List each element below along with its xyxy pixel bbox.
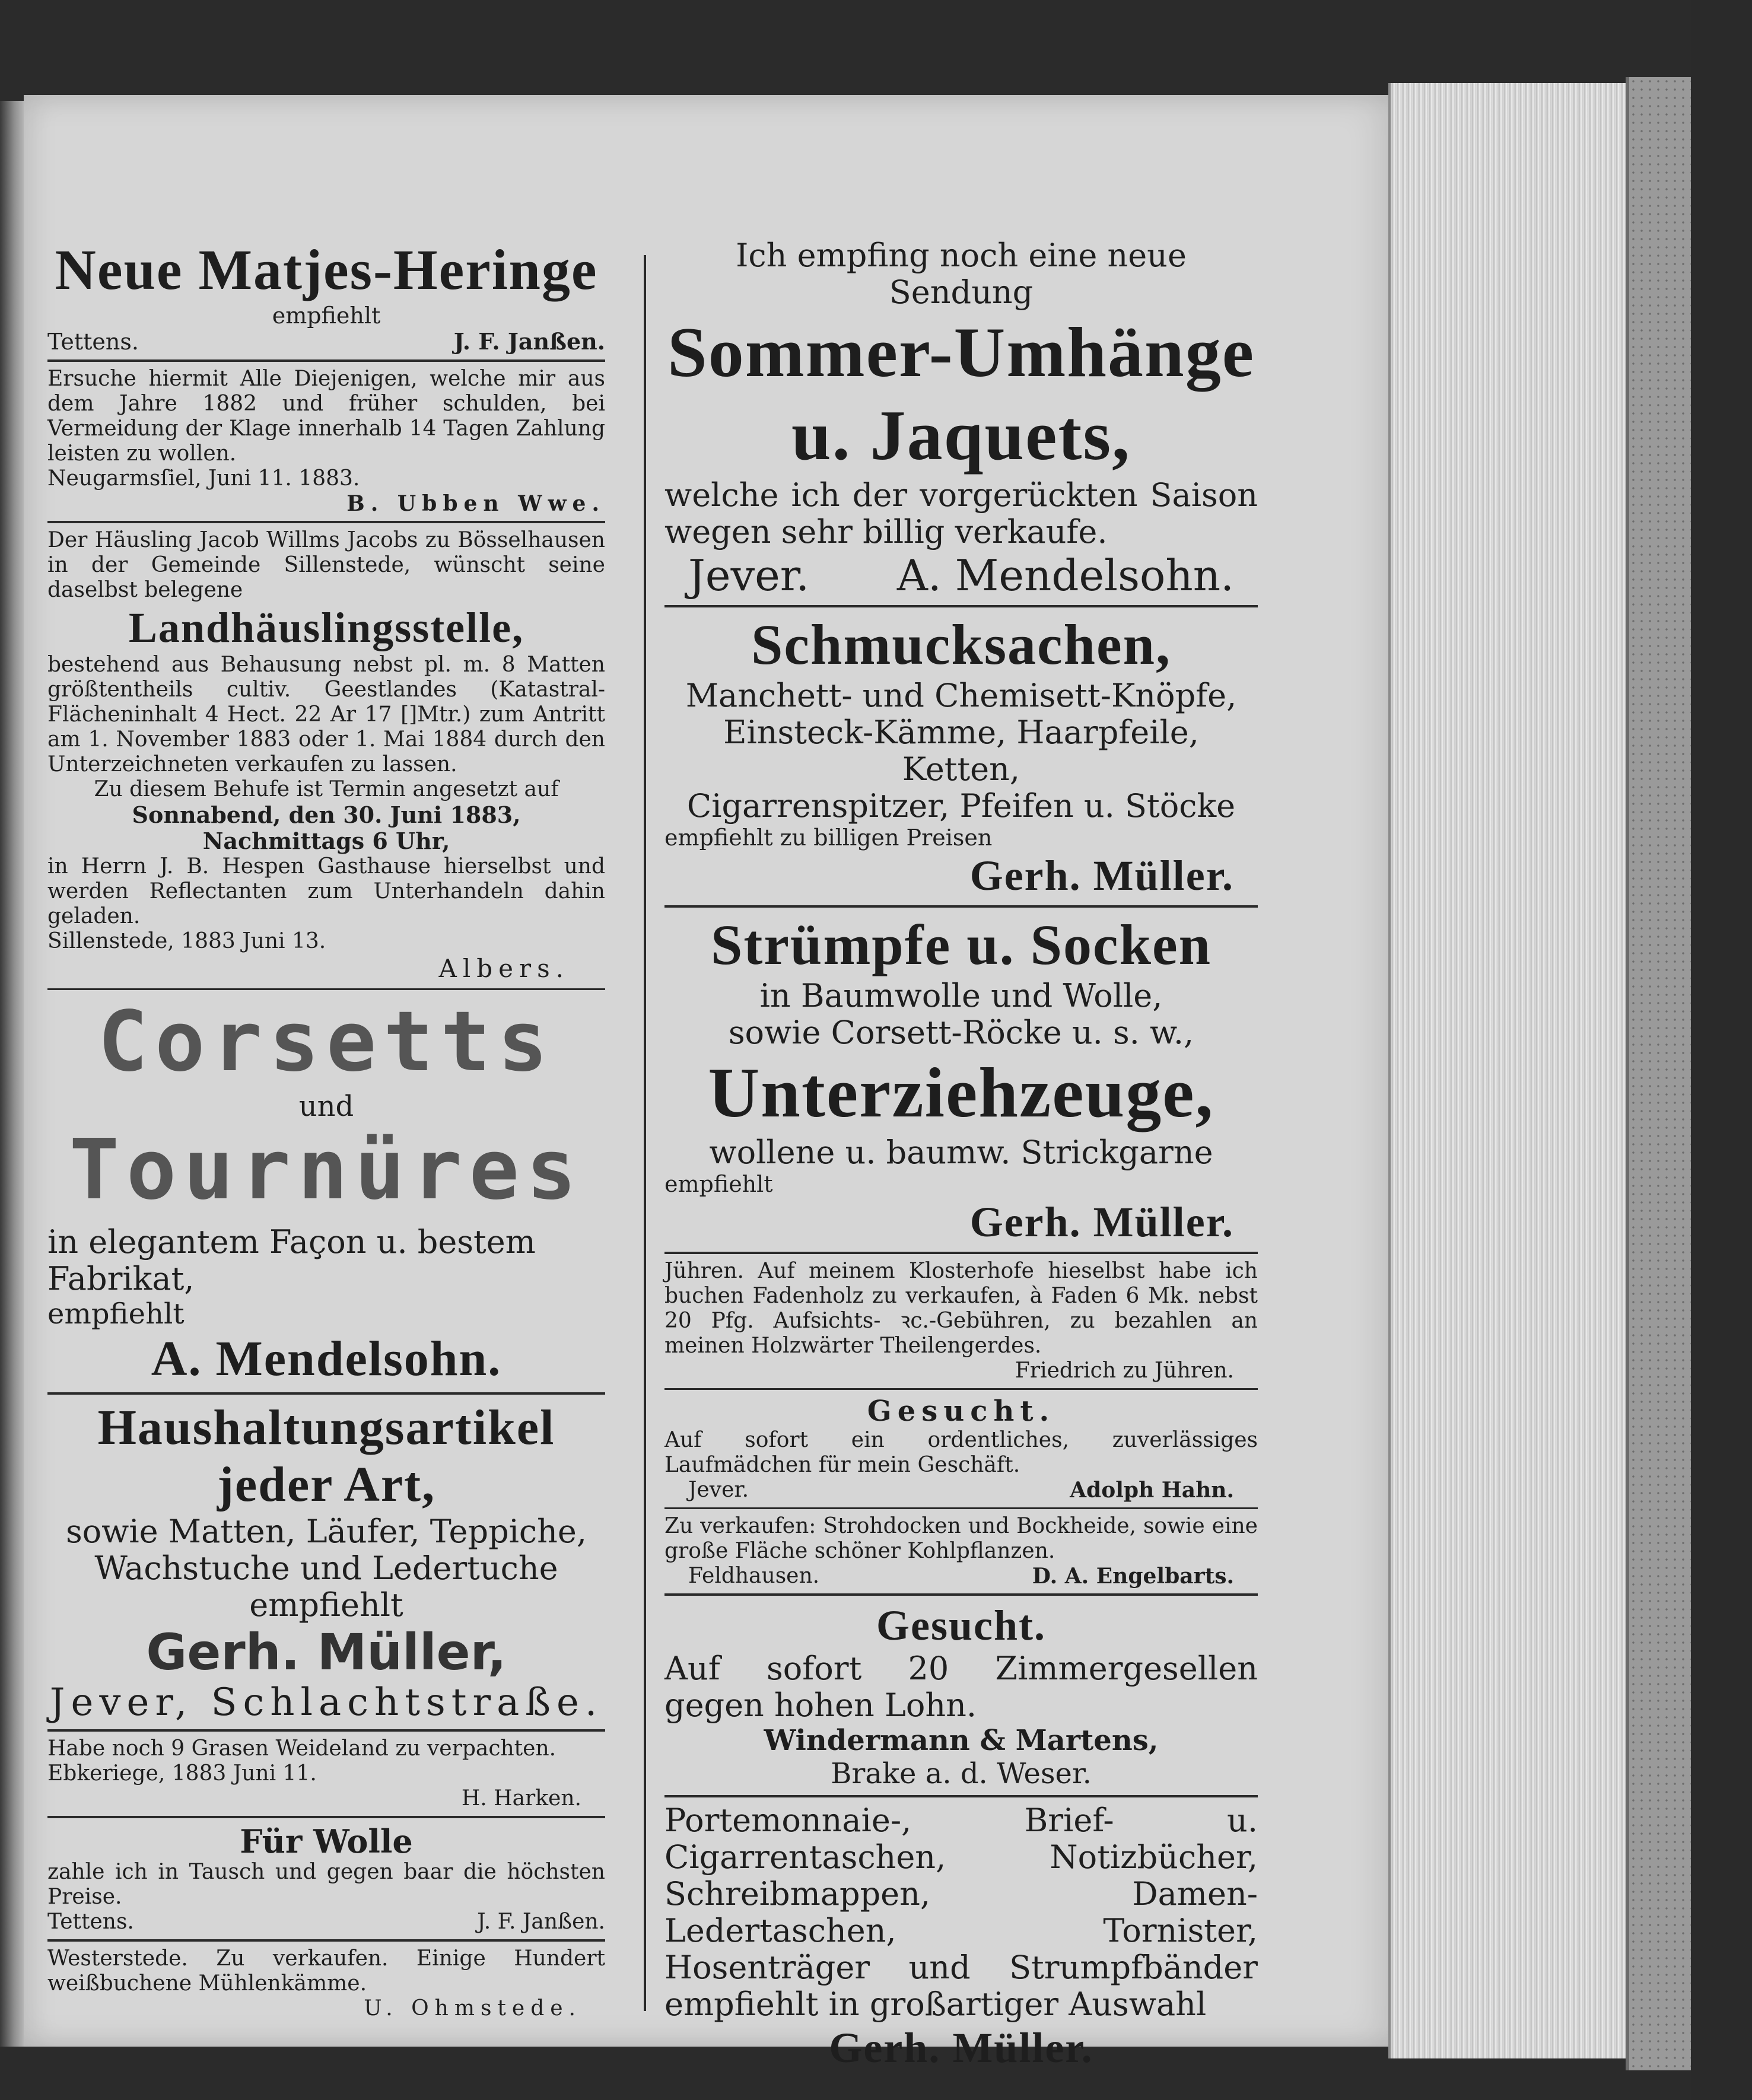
ad-signer: Gerh. Müller, xyxy=(146,1623,507,1681)
ad-title: Schmucksachen, xyxy=(751,613,1172,676)
divider xyxy=(664,1507,1258,1509)
ad-signer: Gerh. Müller. xyxy=(829,2024,1093,2072)
divider xyxy=(47,1392,605,1395)
ad-place: Tettens. xyxy=(47,1910,134,1934)
ad-matjes-heringe xyxy=(47,237,605,355)
ad-intro: Ich empfing noch eine neue Sendung xyxy=(736,237,1187,311)
ad-place-text: in Herrn J. B. Hespen Gasthause hierselbst und werden Reflectanten zum Unterhandeln dahin geladen. xyxy=(47,854,605,928)
divider xyxy=(664,905,1258,908)
ad-fadenholz xyxy=(664,1259,1258,1383)
ad-signer: H. Harken. xyxy=(461,1786,581,1811)
divider xyxy=(664,1252,1258,1254)
ad-title: Für Wolle xyxy=(240,1822,413,1860)
ad-signer: Albers. xyxy=(438,954,570,983)
ad-signer: Adolph Hahn. xyxy=(1070,1478,1234,1503)
ad-line-facon: in elegantem Façon u. bestem Fabrikat, xyxy=(47,1223,536,1297)
ad-intro: Der Häusling Jacob Willms Jacobs zu Bösselhausen in der Gemeinde Sillenstede, wünscht seine daselbst belegene xyxy=(47,528,605,602)
ad-text: Auf sofort 20 Zimmergesellen gegen hohen Lohn. xyxy=(664,1650,1258,1724)
ad-line1: Manchett- und Chemisett-Knöpfe, xyxy=(685,677,1237,714)
ad-haushaltungsartikel xyxy=(47,1399,605,1724)
ad-text: Zu verkaufen: Strohdocken und Bockheide, sowie eine große Fläche schöner Kohlpflanzen. xyxy=(664,1514,1258,1563)
ad-strohdocken xyxy=(664,1514,1258,1589)
divider xyxy=(664,1388,1258,1390)
ad-landhaeuslingsstelle xyxy=(47,528,605,984)
ad-signer: Windermann & Martens, xyxy=(764,1724,1159,1757)
ad-line1: in Baumwolle und Wolle, xyxy=(759,977,1163,1014)
ad-schmucksachen xyxy=(664,612,1258,901)
divider xyxy=(47,1816,605,1818)
ad-verb: empfiehlt xyxy=(272,303,381,329)
ad-time: Nachmittags 6 Uhr, xyxy=(202,828,450,854)
divider xyxy=(664,1593,1258,1596)
ad-title: Strümpfe u. Socken xyxy=(710,913,1212,976)
ad-line-und: und xyxy=(298,1090,354,1123)
column-divider xyxy=(644,255,646,2011)
ad-place: Brake a. d. Weser. xyxy=(831,1757,1092,1790)
ad-text: zahle ich in Tausch und gegen baar die höchsten Preise. xyxy=(47,1860,605,1909)
ad-sommer-umhaenge xyxy=(664,237,1258,600)
ad-line1: sowie Matten, Läufer, Teppiche, xyxy=(65,1513,587,1550)
divider xyxy=(47,1939,605,1942)
ad-place: Tettens. xyxy=(47,329,139,355)
ad-signer: U. Ohmstede. xyxy=(364,1996,581,2021)
ad-line3: wollene u. baumw. Strickgarne xyxy=(709,1134,1213,1171)
ad-place: Jever. xyxy=(688,551,810,600)
ad-signer: B. Ubben Wwe. xyxy=(346,491,605,516)
ad-gesucht-zimmergesellen xyxy=(664,1601,1258,1790)
ad-portemonnaie xyxy=(664,1802,1258,2073)
ad-wolle xyxy=(47,1823,605,1934)
ad-text: Jühren. Auf meinem Klosterhofe hieselbst habe ich buchen Fadenholz zu verkaufen, à Faden 6 Mk. nebst 20 Pfg. Aufsichts- ꝛc.-Gebühren, zu bezahlen an meinen Holzwärter Theilengerdes. xyxy=(664,1259,1258,1358)
ad-line2: Wachstuche und Ledertuche empfiehlt xyxy=(94,1549,558,1624)
ad-signer: Friedrich zu Jühren. xyxy=(1015,1358,1234,1383)
ad-body: bestehend aus Behausung nebst pl. m. 8 Matten größtentheils cultiv. Geestlandes (Katastral-Flächeninhalt 4 Hect. 22 Ar 17 []Mtr.) zum Antritt am 1. November 1883 oder 1. Mai 1884 durch den Unterzeichneten verkaufen zu lassen. xyxy=(47,653,605,777)
ad-line2: Einsteck-Kämme, Haarpfeile, Ketten, xyxy=(723,714,1199,788)
ad-line-tournueres: Tournüres xyxy=(69,1122,584,1218)
background-edge xyxy=(1691,0,1752,2100)
ad-signer: Gerh. Müller. xyxy=(969,852,1234,899)
ad-line-empfiehlt: empfiehlt xyxy=(47,1297,185,1331)
ad-line4: empfiehlt zu billigen Preisen xyxy=(664,825,993,851)
ad-signer: J. F. Janßen. xyxy=(453,328,605,355)
ad-date: Sonnabend, den 30. Juni 1883, xyxy=(132,801,521,828)
ad-signer: A. Mendelsohn. xyxy=(896,551,1234,600)
ad-address: Jever, Schlachtstraße. xyxy=(49,1681,603,1724)
ad-zahlung xyxy=(47,367,605,516)
ad-struempfe xyxy=(664,912,1258,1247)
ad-signer: A. Mendelsohn. xyxy=(151,1331,502,1386)
ad-line4: empfiehlt xyxy=(664,1171,773,1197)
ad-title: Gesucht. xyxy=(876,1602,1046,1649)
ad-title2: u. Jaquets, xyxy=(791,396,1131,475)
page-stack-edges xyxy=(1388,83,1640,2058)
ad-title2: Unterziehzeuge, xyxy=(708,1053,1214,1132)
divider xyxy=(47,521,605,523)
facing-page-edge xyxy=(0,101,24,2047)
ad-place: Feldhausen. xyxy=(688,1564,820,1588)
divider xyxy=(47,988,605,990)
ad-corsetts xyxy=(47,995,605,1388)
divider xyxy=(47,1729,605,1732)
ad-text: welche ich der vorgerückten Saison wegen sehr billig verkaufe. xyxy=(664,476,1258,551)
ad-text: Ersuche hiermit Alle Diejenigen, welche mir aus dem Jahre 1882 und früher schulden, bei Vermeidung der Klage innerhalb 14 Tagen Zahlung leisten zu wollen. xyxy=(47,367,605,466)
ad-text: Westerstede. Zu verkaufen. Einige Hundert weißbuchene Mühlenkämme. xyxy=(47,1946,605,1996)
ad-signer: D. A. Engelbarts. xyxy=(1032,1564,1234,1589)
ad-title: Neue Matjes-Heringe xyxy=(55,238,598,301)
ad-text: Auf sofort ein ordentliches, zuverlässiges Laufmädchen für mein Geschäft. xyxy=(664,1428,1258,1477)
ad-place: Jever. xyxy=(688,1478,749,1502)
ad-title1: Sommer-Umhänge xyxy=(667,313,1255,392)
ad-title1: Haushaltungsartikel xyxy=(97,1400,555,1455)
ad-text: Portemonnaie-, Brief- u. Cigarrentaschen, Notizbücher, Schreibmappen, Damen-Ledertaschen, Tornister, Hosenträger und Strumpfbänder empfiehlt in großartiger Auswahl xyxy=(664,1802,1258,2023)
ad-muehlenkaemme xyxy=(47,1946,605,2021)
ad-title2: jeder Art, xyxy=(217,1457,436,1512)
ad-dateline: Ebkeriege, 1883 Juni 11. xyxy=(47,1761,317,1786)
ad-line3: Cigarrenspitzer, Pfeifen u. Stöcke xyxy=(686,787,1236,825)
ad-termin: Zu diesem Behufe ist Termin angesetzt auf xyxy=(94,777,559,801)
ad-title: Gesucht. xyxy=(867,1395,1055,1428)
ad-text: Habe noch 9 Grasen Weideland zu verpachten. xyxy=(47,1736,557,1761)
book-cover-board xyxy=(1626,77,1694,2070)
ad-title: Landhäuslingsstelle, xyxy=(128,604,524,651)
ad-weideland xyxy=(47,1736,605,1811)
ad-gesucht-laufmaedchen xyxy=(664,1395,1258,1503)
ad-signer: Gerh. Müller. xyxy=(969,1198,1234,1246)
ad-line-corsetts: Corsetts xyxy=(97,994,555,1090)
left-column xyxy=(47,237,605,2021)
divider xyxy=(47,359,605,362)
divider xyxy=(664,1795,1258,1797)
divider xyxy=(664,605,1258,607)
ad-signer: J. F. Janßen. xyxy=(477,1910,605,1934)
right-column xyxy=(664,237,1258,2073)
ad-dateline: Neugarmsſiel, Juni 11. 1883. xyxy=(47,466,360,491)
ad-dateline: Sillenstede, 1883 Juni 13. xyxy=(47,929,326,953)
ad-line2: sowie Corsett-Röcke u. s. w., xyxy=(728,1014,1194,1051)
